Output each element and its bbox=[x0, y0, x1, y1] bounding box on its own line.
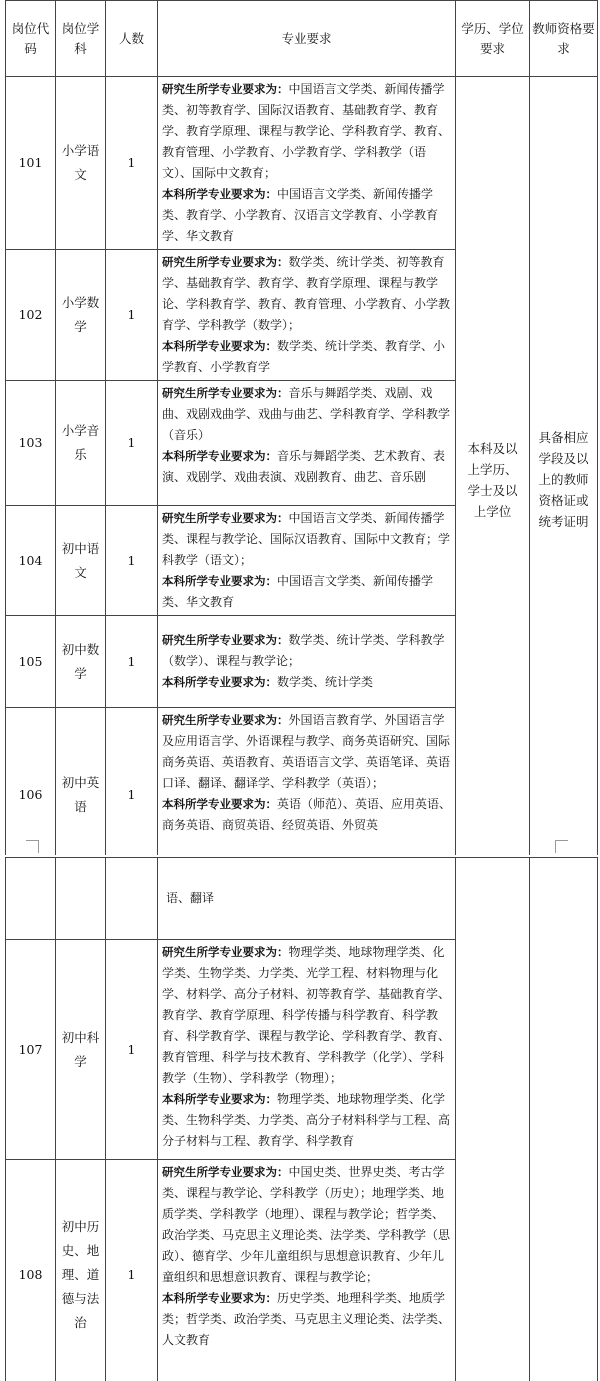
major-requirement bbox=[158, 940, 456, 1160]
position-code: 105 bbox=[6, 616, 56, 708]
header-qualification: 教师资格要求 bbox=[530, 1, 598, 77]
header-major: 专业要求 bbox=[158, 1, 456, 77]
undergrad-majors: 历史学类、地理科学类、地质学类；哲学类、政治学类、马克思主义理论类、法学类、人文教育 bbox=[162, 1291, 451, 1347]
position-count: 1 bbox=[106, 250, 158, 381]
grad-majors: 外国语言教育学、外国语言学及应用语言学、外语课程与教学、商务英语研究、国际商务英语、英语教育、英语语言文学、英语笔译、英语口译、翻译、翻译学、学科教学（英语）； bbox=[162, 713, 451, 790]
grad-label: 研究生所学专业要求为： bbox=[162, 255, 289, 269]
position-subject: 初中英语 bbox=[56, 708, 106, 856]
qualification-value: 具备相应学段及以上的教师资格证或统考证明 bbox=[538, 430, 589, 529]
position-subject: 小学语文 bbox=[56, 77, 106, 250]
header-row bbox=[6, 1, 598, 77]
position-count: 1 bbox=[106, 506, 158, 616]
position-count: 1 bbox=[106, 616, 158, 708]
page-corner-mark bbox=[555, 840, 568, 853]
undergrad-label: 本科所学专业要求为： bbox=[162, 1092, 277, 1106]
undergrad-majors: 英语（师范）、英语、应用英语、商务英语、商贸英语、经贸英语、外贸英 bbox=[162, 797, 452, 832]
undergrad-majors: 物理学类、地球物理学类、化学类、生物科学类、力学类、高分子材料科学与工程、高分子材料与工程、教育学、科学教育 bbox=[162, 1092, 451, 1148]
undergrad-majors: 中国语言文学类、新闻传播学类、华文教育 bbox=[162, 574, 434, 609]
major-requirement bbox=[158, 250, 456, 381]
major-requirement bbox=[158, 616, 456, 708]
position-count: 1 bbox=[106, 77, 158, 250]
grad-label: 研究生所学专业要求为： bbox=[162, 713, 289, 727]
recruitment-table-continued bbox=[5, 857, 598, 1381]
position-code: 107 bbox=[6, 940, 56, 1160]
major-requirement-continued bbox=[158, 858, 456, 940]
position-subject: 初中科学 bbox=[56, 940, 106, 1160]
position-code: 102 bbox=[6, 250, 56, 381]
undergrad-label: 本科所学专业要求为： bbox=[162, 187, 277, 201]
grad-label: 研究生所学专业要求为： bbox=[162, 82, 289, 96]
position-subject: 小学音乐 bbox=[56, 381, 106, 506]
position-subject: 初中历史、地理、道德与法治 bbox=[56, 1160, 106, 1381]
undergrad-label: 本科所学专业要求为： bbox=[162, 574, 277, 588]
position-subject: 初中数学 bbox=[56, 616, 106, 708]
position-code: 103 bbox=[6, 381, 56, 506]
position-count: 1 bbox=[106, 708, 158, 856]
recruitment-table bbox=[5, 0, 598, 855]
header-code: 岗位代码 bbox=[6, 1, 56, 77]
grad-majors: 中国语言文学类、新闻传播学类、初等教育学、国际汉语教育、基础教育学、教育学、教育学原理、课程与教学论、学科教育学、教育、教育管理、小学教育、小学教育学、学科教学（语文）、国际中文教育； bbox=[162, 82, 451, 180]
undergrad-majors-continued: 语、翻译 bbox=[166, 891, 215, 905]
grad-label: 研究生所学专业要求为： bbox=[162, 945, 289, 959]
undergrad-majors: 音乐与舞蹈学类、艺术教育、表演、戏剧学、戏曲表演、戏剧教育、曲艺、音乐剧 bbox=[162, 449, 446, 484]
grad-majors: 音乐与舞蹈学类、戏剧、戏曲、戏剧戏曲学、戏曲与曲艺、学科教育学、学科教学（音乐） bbox=[162, 386, 451, 442]
grad-majors: 中国语言文学类、新闻传播学类、课程与教学论、国际汉语教育、国际中文教育；学科教学（语文）； bbox=[162, 511, 451, 567]
grad-label: 研究生所学专业要求为： bbox=[162, 386, 289, 400]
education-requirement bbox=[456, 858, 530, 1381]
undergrad-majors: 数学类、统计学类 bbox=[277, 675, 374, 689]
undergrad-label: 本科所学专业要求为： bbox=[162, 675, 277, 689]
education-requirement bbox=[456, 77, 530, 856]
grad-majors: 中国史类、世界史类、考古学类、课程与教学论、学科教学（历史）；地理学类、地质学类、学科教学（地理）、课程与教学论；哲学类、政治学类、马克思主义理论类、法学类、学科教学（思政）、德育学、少年儿童组织与思想意识教育、少年儿童组织和思想意识教育、课程与教学论； bbox=[162, 1165, 451, 1284]
position-count: 1 bbox=[106, 381, 158, 506]
header-education: 学历、学位要求 bbox=[456, 1, 530, 77]
undergrad-majors: 数学类、统计学类、教育学、小学教育、小学教育学 bbox=[162, 339, 446, 374]
grad-label: 研究生所学专业要求为： bbox=[162, 633, 289, 647]
header-count: 人数 bbox=[106, 1, 158, 77]
qualification-requirement bbox=[530, 858, 598, 1381]
position-code: 106 bbox=[6, 708, 56, 856]
grad-majors: 物理学类、地球物理学类、化学类、生物学类、力学类、光学工程、材料物理与化学、材料学、高分子材料、初等教育学、基础教育学、教育学、教育学原理、科学传播与科学教育、科学教育、科学教育学、课程与教学论、学科教育学、教育、教育管理、科学与技术教育、学科教学（化学）、学科教学（生物）、学科教学（物理）； bbox=[162, 945, 451, 1085]
major-requirement bbox=[158, 77, 456, 250]
position-count: 1 bbox=[106, 1160, 158, 1381]
position-code: 108 bbox=[6, 1160, 56, 1381]
grad-label: 研究生所学专业要求为： bbox=[162, 511, 289, 525]
grad-majors: 数学类、统计学类、初等教育学、基础教育学、教育学、教育学原理、课程与教学论、学科教育学、教育、教育管理、小学教育、小学教育学、学科教学（数学）； bbox=[162, 255, 451, 332]
header-subject: 岗位学科 bbox=[56, 1, 106, 77]
major-requirement bbox=[158, 708, 456, 856]
position-subject: 初中语文 bbox=[56, 506, 106, 616]
document-page-2 bbox=[0, 855, 600, 1381]
undergrad-majors: 中国语言文学类、新闻传播学类、教育学、小学教育、汉语言文学教育、小学教育学、华文教育 bbox=[162, 187, 439, 243]
undergrad-label: 本科所学专业要求为： bbox=[162, 1291, 277, 1305]
undergrad-label: 本科所学专业要求为： bbox=[162, 449, 277, 463]
major-requirement bbox=[158, 381, 456, 506]
position-code: 101 bbox=[6, 77, 56, 250]
table-row bbox=[6, 77, 598, 250]
table-row-continued bbox=[6, 858, 598, 940]
position-code: 104 bbox=[6, 506, 56, 616]
major-requirement bbox=[158, 506, 456, 616]
page-corner-mark bbox=[26, 840, 39, 853]
qualification-requirement bbox=[530, 77, 598, 856]
position-subject: 小学数学 bbox=[56, 250, 106, 381]
major-requirement bbox=[158, 1160, 456, 1381]
undergrad-label: 本科所学专业要求为： bbox=[162, 339, 277, 353]
grad-majors: 数学类、统计学类、学科教学（数学）、课程与教学论； bbox=[162, 633, 445, 668]
undergrad-label: 本科所学专业要求为： bbox=[162, 797, 277, 811]
grad-label: 研究生所学专业要求为： bbox=[162, 1165, 289, 1179]
position-count: 1 bbox=[106, 940, 158, 1160]
education-value: 本科及以上学历、学士及以上学位 bbox=[467, 440, 518, 519]
